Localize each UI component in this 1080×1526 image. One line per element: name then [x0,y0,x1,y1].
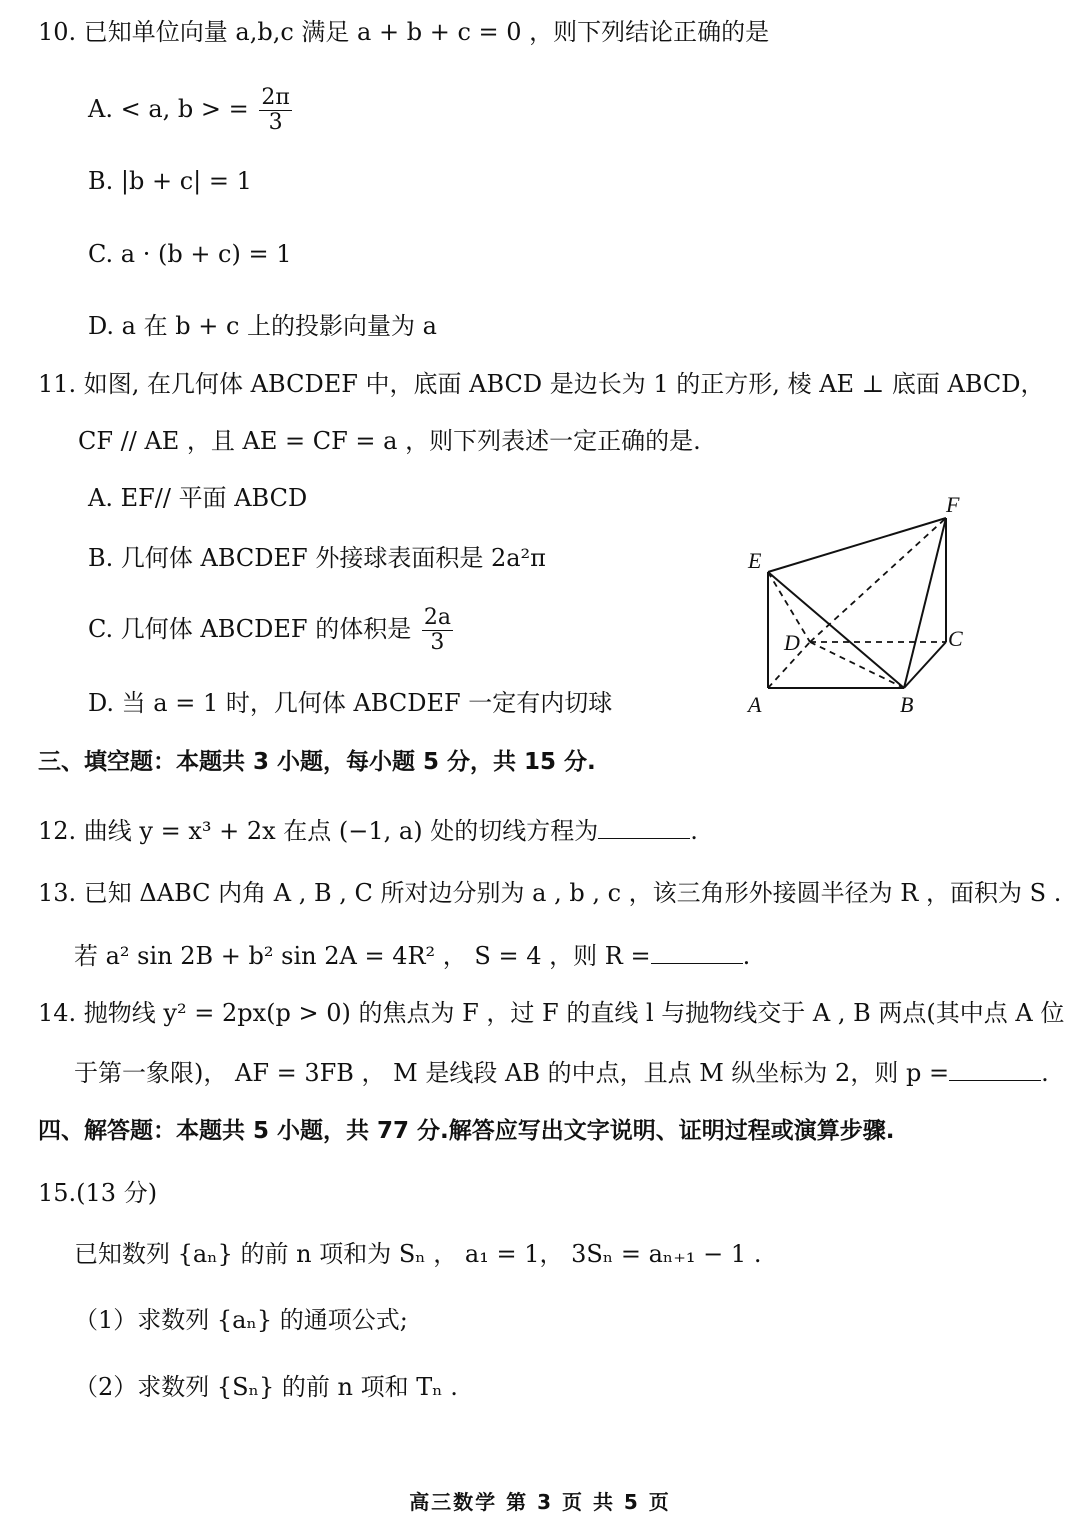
q15-part-1: （1）求数列 {aₙ} 的通项公式; [74,1306,408,1334]
q10-stem: 10. 已知单位向量 a,b,c 满足 a + b + c = 0 ，则下列结论正确的是 [38,18,770,46]
q12-text: 12. 曲线 y = x³ + 2x 在点 (−1, a) 处的切线方程为 [38,817,599,845]
geometry-figure [742,490,972,720]
q11-stem-line2: CF // AE ，且 AE = CF = a ，则下列表述一定正确的是. [78,427,701,455]
q11-option-a: A. EF// 平面 ABCD [88,484,308,512]
q14-line2-text: 于第一象限)， AF = 3FB ， M 是线段 AB 的中点，且点 M 纵坐标为 2，则 p = [74,1059,950,1087]
q13-answer-blank [651,939,743,964]
q15-part-2: （2）求数列 {Sₙ} 的前 n 项和 Tₙ . [74,1373,458,1401]
q14-line1: 14. 抛物线 y² = 2px(p > 0) 的焦点为 F ，过 F 的直线 l 与抛物线交于 A , B 两点(其中点 A 位 [38,999,1065,1027]
q13-line1: 13. 已知 ΔABC 内角 A , B , C 所对边分别为 a , b , c ，该三角形外接圆半径为 R ，面积为 S . [38,879,1062,907]
label-D: D [784,630,800,655]
q10-option-a-fraction [259,86,291,135]
q15-header: 15.(13 分) [38,1179,158,1207]
section-3-heading: 三、填空题：本题共 3 小题，每小题 5 分，共 15 分. [38,749,596,775]
label-E: E [748,548,762,573]
q13-line2-text: 若 a² sin 2B + b² sin 2A = 4R² ， S = 4 ，则 R = [74,942,651,970]
q10-option-c: C. a · (b + c) = 1 [88,240,292,268]
edge-DF-hidden [810,518,946,642]
q11-option-b: B. 几何体 ABCDEF 外接球表面积是 2a²π [88,544,546,572]
q14-line2: 于第一象限)， AF = 3FB ， M 是线段 AB 的中点，且点 M 纵坐标为 2，则 p = . [74,1056,1049,1089]
q11-option-c [88,606,456,655]
section-4-heading: 四、解答题：本题共 5 小题，共 77 分.解答应写出文字说明、证明过程或演算步骤. [38,1118,895,1144]
q13-line2: 若 a² sin 2B + b² sin 2A = 4R² ， S = 4 ，则 R = . [74,939,750,972]
label-C: C [948,626,963,651]
label-A: A [748,692,762,717]
q15-given: 已知数列 {aₙ} 的前 n 项和为 Sₙ ， a₁ = 1， 3Sₙ = aₙ₊₁ − 1 . [74,1240,762,1268]
q10-a-frac-den: 3 [268,110,283,135]
q12-answer-blank [598,814,690,839]
q11-option-c-text: C. 几何体 ABCDEF 的体积是 [88,615,412,643]
label-F: F [946,492,960,517]
q10-option-b: B. |b + c| = 1 [88,167,252,195]
page-footer: 高三数学 第 3 页 共 5 页 [409,1490,671,1514]
edge-EF [768,518,946,572]
q10-a-frac-num: 2π [261,85,290,110]
edge-BF [904,518,946,688]
q11-option-d: D. 当 a = 1 时，几何体 ABCDEF 一定有内切球 [88,689,613,717]
label-B: B [900,692,914,717]
q14-answer-blank [949,1056,1041,1081]
q11-c-frac-num: 2a [423,605,451,630]
q10-option-a-text: A. < a, b > = [88,95,249,123]
q11-stem-line1: 11. 如图, 在几何体 ABCDEF 中，底面 ABCD 是边长为 1 的正方形, 棱 AE ⊥ 底面 ABCD， [38,370,1045,398]
q10-option-d: D. a 在 b + c 上的投影向量为 a [88,312,437,340]
q10-option-a [88,86,295,135]
q11-c-frac-den: 3 [430,630,445,655]
q11-option-c-fraction [422,606,453,655]
q12: 12. 曲线 y = x³ + 2x 在点 (−1, a) 处的切线方程为 . [38,814,698,847]
